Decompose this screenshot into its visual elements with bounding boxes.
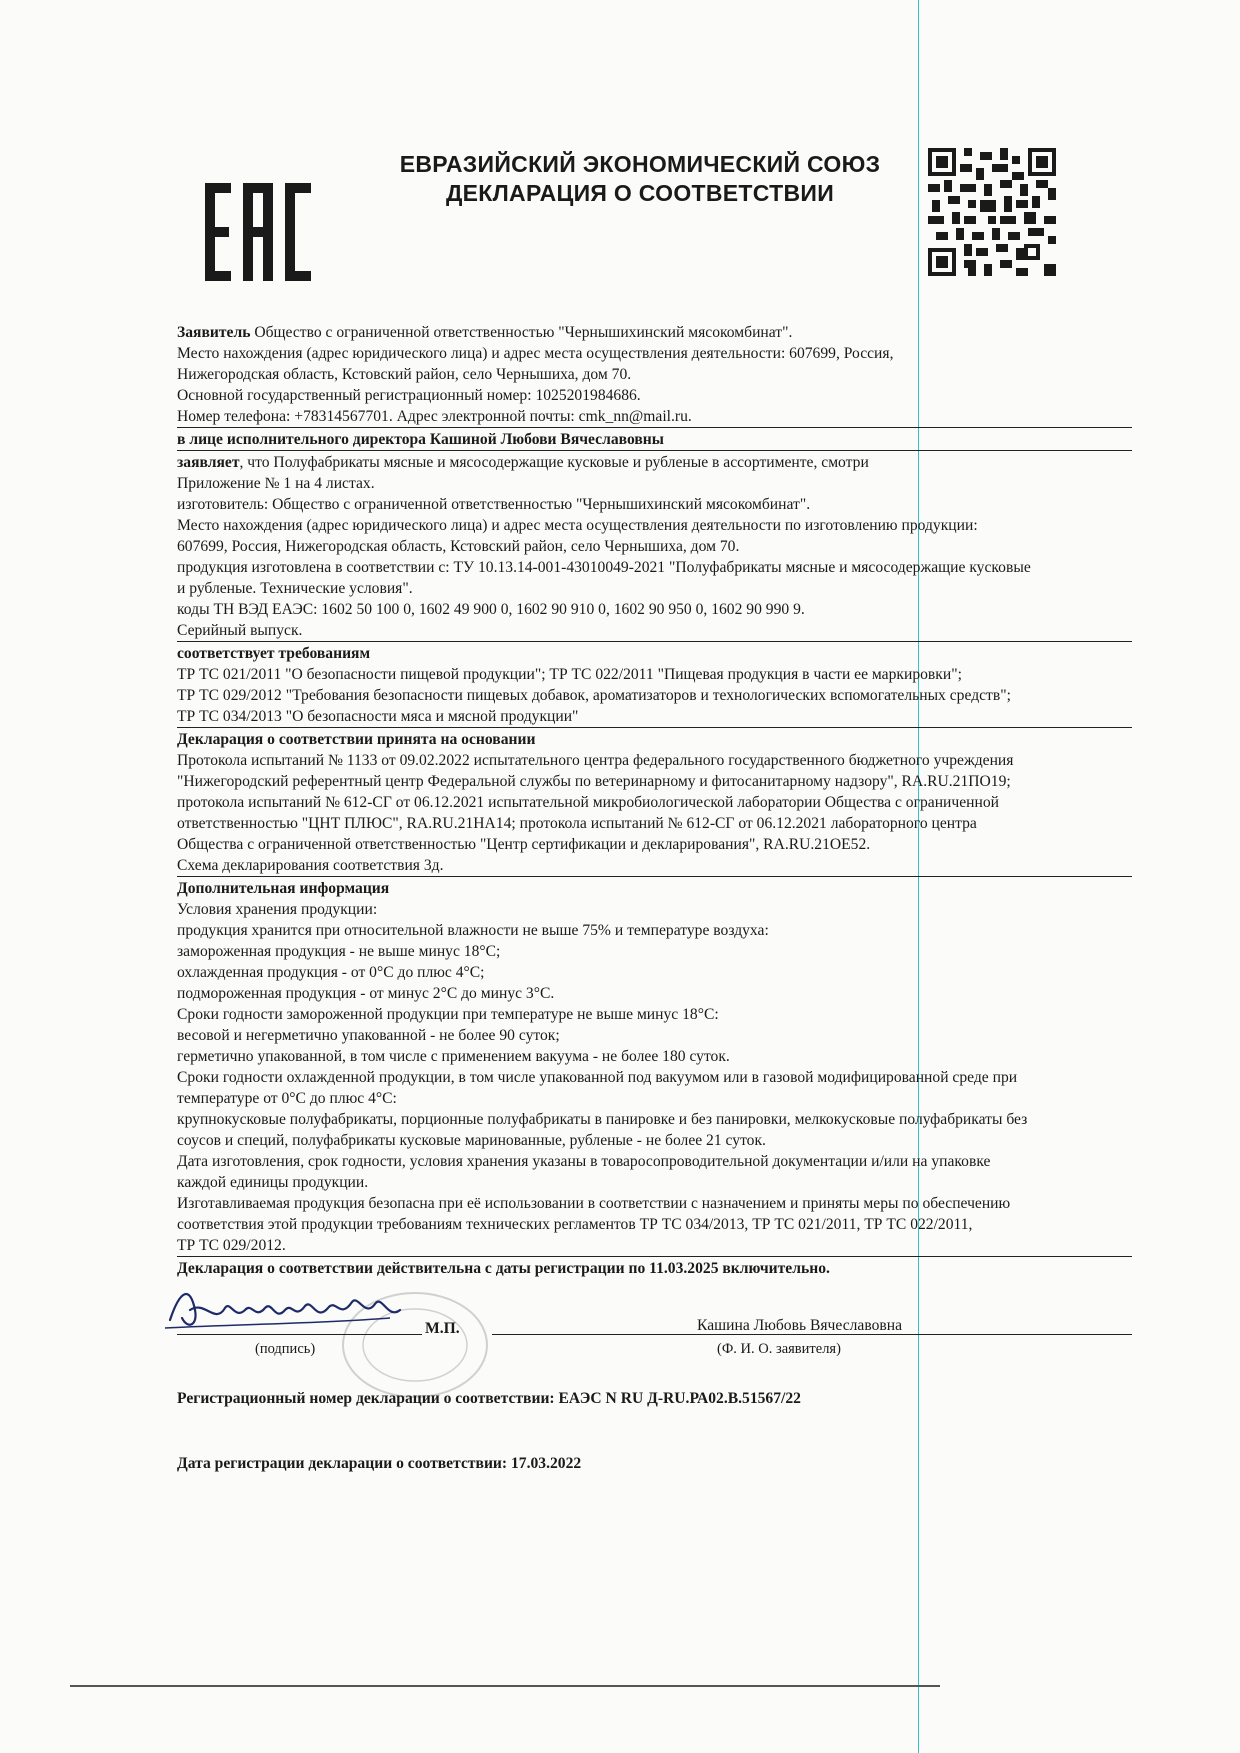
applicant-name: Общество с ограниченной ответственностью "Чернышихинский мясокомбинат". — [250, 324, 793, 341]
stamp-place-label: М.П. — [425, 1320, 460, 1337]
registration-number: Регистрационный номер декларации о соответствии: ЕАЭС N RU Д-RU.РА02.В.51567/22 — [177, 1390, 801, 1407]
document-title — [380, 150, 900, 208]
applicant-address-2: Нижегородская область, Кстовский район, село Чернышиха, дом 70. — [177, 366, 632, 383]
signature-row — [177, 1295, 1132, 1355]
spec-line-2: и рубленые. Технические условия". — [177, 580, 413, 597]
spec-line-1: продукция изготовлена в соответствии с: ТУ 10.13.14-001-43010049-2021 "Полуфабрикаты мясные и мясосодержащие кусковые — [177, 559, 1031, 576]
manufacturer-line: изготовитель: Общество с ограниченной ответственностью "Чернышихинский мясокомбинат". — [177, 496, 811, 513]
basis-line-1: Протокола испытаний № 1133 от 09.02.2022 испытательного центра федерального государственного бюджетного учреждения — [177, 752, 1014, 769]
additional-line: герметично упакованной, в том числе с применением вакуума - не более 180 суток. — [177, 1048, 730, 1065]
additional-line: каждой единицы продукции. — [177, 1174, 369, 1191]
manufacturer-address-2: 607699, Россия, Нижегородская область, Кстовский район, село Чернышиха, дом 70. — [177, 538, 740, 555]
additional-line: весовой и негерметично упакованной - не более 90 суток; — [177, 1027, 560, 1044]
basis-line-5: Общества с ограниченной ответственностью "Центр сертификации и декларирования", RA.RU.21ОЕ52. — [177, 836, 871, 853]
additional-line: соусов и специй, полуфабрикаты кусковые маринованные, рубленые - не более 21 суток. — [177, 1132, 766, 1149]
applicant-line — [177, 322, 1132, 343]
serial-release: Серийный выпуск. — [177, 620, 1132, 642]
title-line-1: ЕВРАЗИЙСКИЙ ЭКОНОМИЧЕСКИЙ СОЮЗ — [399, 151, 881, 177]
signer-name: Кашина Любовь Вячеславовна — [697, 1317, 902, 1334]
bottom-scan-edge — [70, 1685, 940, 1687]
additional-line: замороженная продукция - не выше минус 18°С; — [177, 943, 501, 960]
additional-label: Дополнительная информация — [177, 880, 390, 897]
requirements-line-2: ТР ТС 029/2012 "Требования безопасности пищевых добавок, ароматизаторов и технологических вспомогательных средств"; — [177, 687, 1011, 704]
declaration-body — [177, 322, 1132, 1279]
basis-line-4: ответственностью "ЦНТ ПЛЮС", RA.RU.21НА14; протокола испытаний № 612-СГ от 06.12.2021 лабораторного центра — [177, 815, 977, 832]
additional-line: охлажденная продукция - от 0°С до плюс 4°С; — [177, 964, 485, 981]
signature-caption: (подпись) — [255, 1341, 316, 1357]
declares-label: заявляет — [177, 454, 240, 471]
signature-line — [177, 1334, 422, 1335]
requirements-line-3: ТР ТС 034/2013 "О безопасности мяса и мясной продукции" — [177, 706, 1132, 728]
applicant-address-1: Место нахождения (адрес юридического лица) и адрес места осуществления деятельности: 607699, Россия, — [177, 345, 894, 362]
additional-line: Условия хранения продукции: — [177, 901, 378, 918]
additional-line: температуре от 0°С до плюс 4°С: — [177, 1090, 397, 1107]
declares-line-1 — [177, 452, 1132, 473]
additional-line: соответствия этой продукции требованиям технических регламентов ТР ТС 034/2013, ТР ТС 021/2011, ТР ТС 022/2011, — [177, 1216, 973, 1233]
applicant-contacts: Номер телефона: +78314567701. Адрес электронной почты: cmk_nn@mail.ru. — [177, 406, 1132, 428]
qr-code — [928, 148, 1056, 276]
basis-line-6: Схема декларирования соответствия 3д. — [177, 855, 1132, 877]
additional-line: Сроки годности замороженной продукции при температуре не выше минус 18°С: — [177, 1006, 719, 1023]
eac-logo — [205, 183, 311, 281]
title-line-2: ДЕКЛАРАЦИЯ О СООТВЕТСТВИИ — [445, 180, 835, 206]
additional-line: Изготавливаемая продукция безопасна при её использовании в соответствии с назначением и приняты меры по обеспечению — [177, 1195, 1011, 1212]
basis-line-3: протокола испытаний № 612-СГ от 06.12.2021 испытательной микробиологической лаборатории Общества с ограниченной — [177, 794, 999, 811]
additional-info — [177, 899, 1132, 1257]
requirements-line-1: ТР ТС 021/2011 "О безопасности пищевой продукции"; ТР ТС 022/2011 "Пищевая продукция в части ее маркировки"; — [177, 666, 962, 683]
additional-line: Дата изготовления, срок годности, условия хранения указаны в товаросопроводительной документации и/или на упаковке — [177, 1153, 991, 1170]
manufacturer-address-1: Место нахождения (адрес юридического лица) и адрес места осуществления деятельности по изготовлению продукции: — [177, 517, 978, 534]
basis-label: Декларация о соответствии принята на основании — [177, 731, 536, 748]
hs-codes: коды ТН ВЭД ЕАЭС: 1602 50 100 0, 1602 49 900 0, 1602 90 910 0, 1602 90 950 0, 1602 90 990 9. — [177, 601, 805, 618]
additional-line: крупнокусковые полуфабрикаты, порционные полуфабрикаты в панировке и без панировки, мелкокусковые полуфабрикаты без — [177, 1111, 1028, 1128]
additional-line: Сроки годности охлажденной продукции, в том числе упакованной под вакуумом или в газовой модифицированной среде при — [177, 1069, 1018, 1086]
applicant-person: в лице исполнительного директора Кашиной Любови Вячеславовны — [177, 429, 1132, 451]
declares-line-2: Приложение № 1 на 4 листах. — [177, 475, 375, 492]
fio-caption: (Ф. И. О. заявителя) — [717, 1341, 841, 1357]
validity-statement: Декларация о соответствии действительна с даты регистрации по 11.03.2025 включительно. — [177, 1260, 830, 1277]
basis-line-2: "Нижегородский референтный центр Федеральной службы по ветеринарному и фитосанитарному надзору", RA.RU.21ПО19; — [177, 773, 1011, 790]
applicant-label: Заявитель — [177, 324, 251, 341]
applicant-ogrn: Основной государственный регистрационный номер: 1025201984686. — [177, 387, 641, 404]
requirements-label: соответствует требованиям — [177, 645, 371, 662]
additional-line: ТР ТС 029/2012. — [177, 1235, 1132, 1257]
additional-line: подмороженная продукция - от минус 2°С до минус 3°С. — [177, 985, 555, 1002]
registration-date: Дата регистрации декларации о соответствии: 17.03.2022 — [177, 1455, 582, 1472]
declares-text: , что Полуфабрикаты мясные и мясосодержащие кусковые и рубленые в ассортименте, смотри — [239, 454, 869, 471]
additional-line: продукция хранится при относительной влажности не выше 75% и температуре воздуха: — [177, 922, 769, 939]
